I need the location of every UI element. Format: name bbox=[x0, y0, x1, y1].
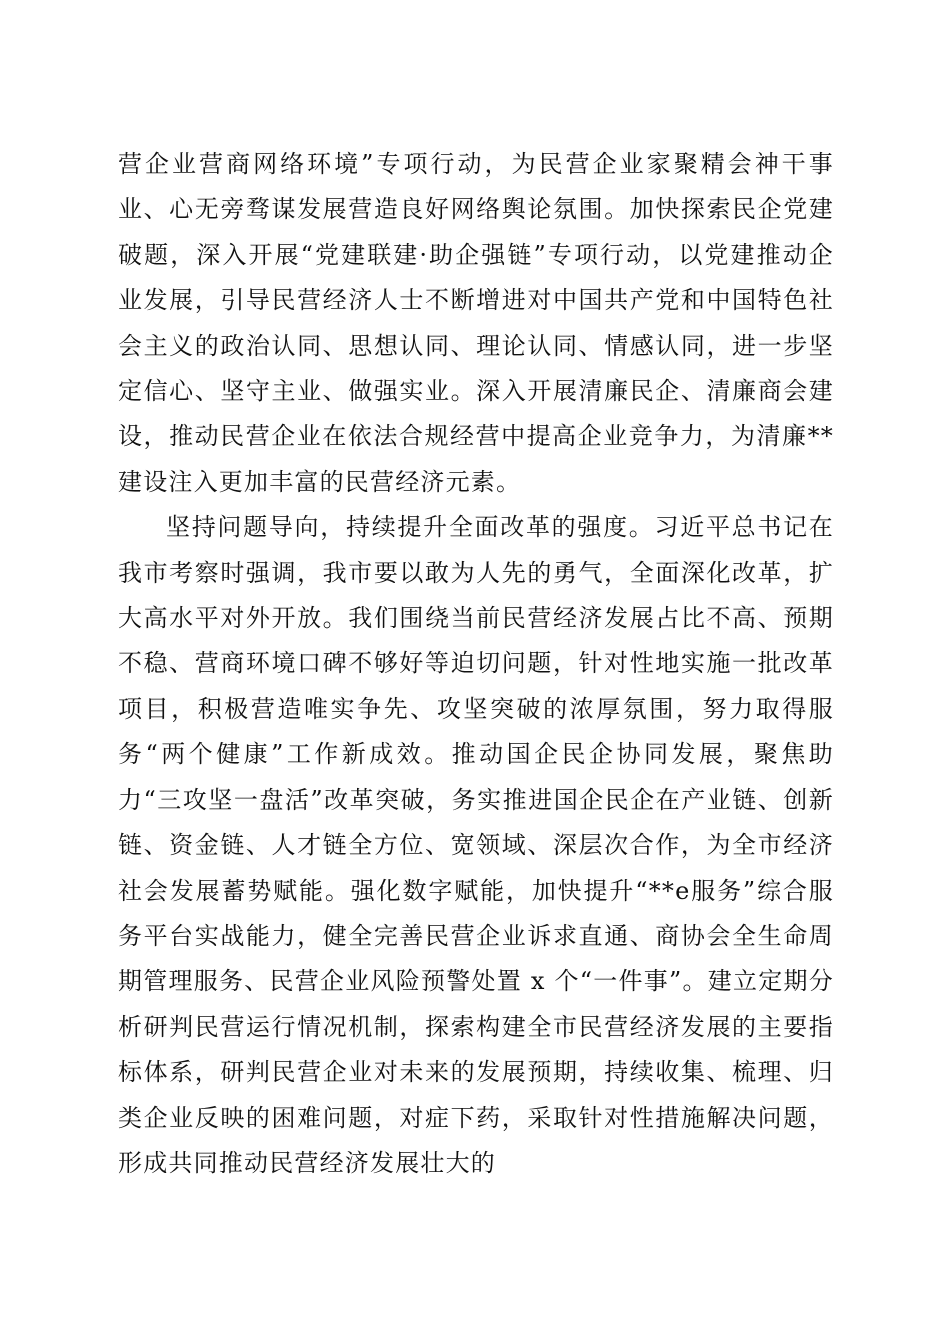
document-body bbox=[118, 142, 834, 1186]
paragraph-2: 坚持问题导向，持续提升全面改革的强度。习近平总书记在我市考察时强调，我市要以敢为人先的勇气，全面深化改革，扩大高水平对外开放。我们围绕当前民营经济发展占比不高、预期不稳、营商环境口碑不够好等迫切问题，针对性地实施一批改革项目，积极营造唯实争先、攻坚突破的浓厚氛围，努力取得服务“两个健康”工作新成效。推动国企民企协同发展，聚焦助力“三攻坚一盘活”改革突破，务实推进国企民企在产业链、创新链、资金链、人才链全方位、宽领域、深层次合作，为全市经济社会发展蓄势赋能。强化数字赋能，加快提升“**e服务”综合服务平台实战能力，健全完善民营企业诉求直通、商协会全生命周期管理服务、民营企业风险预警处置 x 个“一件事”。建立定期分析研判民营运行情况机制，探索构建全市民营经济发展的主要指标体系，研判民营企业对未来的发展预期，持续收集、梳理、归类企业反映的困难问题，对症下药，采取针对性措施解决问题，形成共同推动民营经济发展壮大的 bbox=[118, 513, 834, 1177]
paragraph-1: 营企业营商网络环境”专项行动，为民营企业家聚精会神干事业、心无旁骛谋发展营造良好网络舆论氛围。加快探索民企党建破题，深入开展“党建联建·助企强链”专项行动，以党建推动企业发展，引导民营经济人士不断增进对中国共产党和中国特色社会主义的政治认同、思想认同、理论认同、情感认同，进一步坚定信心、坚守主业、做强实业。深入开展清廉民企、清廉商会建设，推动民营企业在依法合规经营中提高企业竞争力，为清廉**建设注入更加丰富的民营经济元素。 bbox=[118, 150, 834, 496]
